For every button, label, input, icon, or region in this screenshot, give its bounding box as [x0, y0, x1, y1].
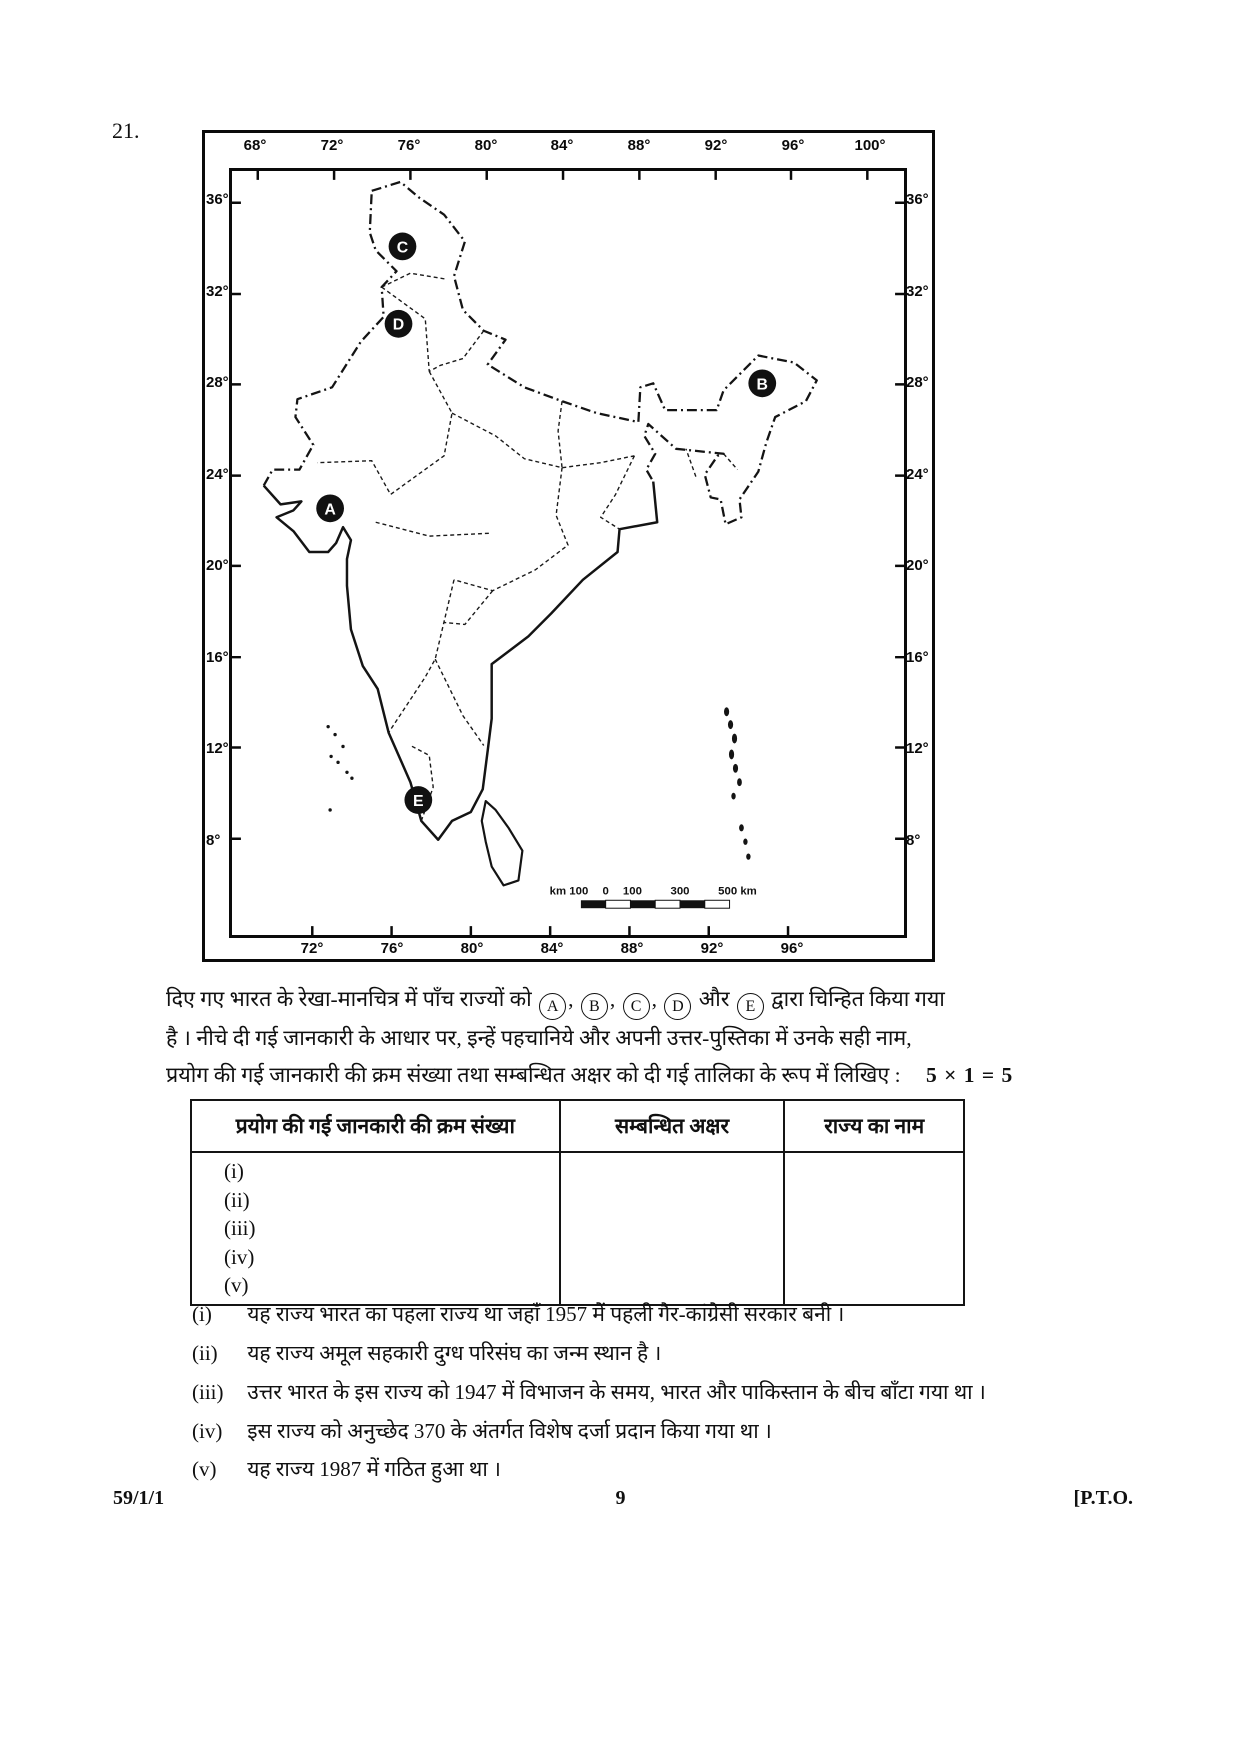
page-number: 9 — [615, 1487, 626, 1509]
map-lon-label: 84° — [540, 940, 564, 957]
separator: , — [568, 987, 579, 1011]
map-lat-label: 32° — [906, 283, 929, 300]
circled-letter-e: E — [737, 993, 764, 1020]
circled-letter-a: A — [539, 993, 566, 1020]
map-lat-label: 20° — [906, 557, 929, 574]
instruction-line-2: है । नीचे दी गई जानकारी के आधार पर, इन्हें पहचानिये और अपनी उत्तर-पुस्तिका में उनके सही नाम, — [166, 1026, 912, 1050]
map-plot-area — [229, 168, 907, 938]
map-lat-label: 28° — [206, 374, 229, 391]
map-lon-label: 80° — [460, 940, 484, 957]
clue-number: (iv) — [192, 1419, 223, 1443]
map-lon-label: 72° — [320, 137, 344, 154]
map-lat-label: 24° — [906, 466, 929, 483]
header-letter-column: सम्बन्धित अक्षर — [560, 1100, 785, 1152]
serial-ii: (ii) — [224, 1187, 250, 1212]
scale-label: 0 — [602, 885, 609, 898]
map-lon-label: 76° — [397, 137, 421, 154]
clue-item — [192, 1300, 1132, 1328]
answer-table-header-row — [191, 1100, 964, 1152]
circled-letter-d: D — [664, 993, 691, 1020]
map-lat-label: 28° — [906, 374, 929, 391]
clue-item — [192, 1455, 1132, 1483]
clue-number: (ii) — [192, 1341, 218, 1365]
map-lon-label: 92° — [700, 940, 724, 957]
map-scale-bar — [550, 885, 757, 908]
serial-i: (i) — [224, 1159, 244, 1183]
instruction-line-3 — [166, 1057, 1116, 1094]
map-lat-label: 36° — [906, 191, 929, 208]
instruction-text: प्रयोग की गई जानकारी की क्रम संख्या तथा सम्बन्धित अक्षर को दी गई तालिका के रूप में लिखिए : — [166, 1063, 901, 1087]
clue-text: उत्तर भारत के इस राज्य को 1947 में विभाजन के समय, भारत और पाकिस्तान के बीच बाँटा गया था । — [247, 1380, 986, 1404]
map-lat-label: 36° — [206, 191, 229, 208]
map-lon-label: 68° — [243, 137, 267, 154]
state-markers — [316, 233, 776, 814]
map-lat-label: 32° — [206, 283, 229, 300]
clue-number: (iii) — [192, 1380, 224, 1404]
map-lat-label: 8° — [206, 832, 221, 849]
clue-text: यह राज्य 1987 में गठित हुआ था । — [247, 1457, 501, 1481]
answer-table — [190, 1099, 965, 1306]
map-lon-label: 84° — [550, 137, 574, 154]
india-national-border — [264, 182, 817, 524]
marker-d-label: D — [392, 316, 405, 334]
clue-text: यह राज्य अमूल सहकारी दुग्ध परिसंघ का जन्म स्थान है । — [247, 1341, 662, 1365]
map-lon-label: 92° — [704, 137, 728, 154]
map-lat-label: 12° — [206, 740, 229, 757]
map-lat-label: 12° — [906, 740, 929, 757]
map-lat-label: 8° — [906, 832, 921, 849]
serial-iv: (iv) — [224, 1244, 255, 1269]
map-lon-label: 88° — [620, 940, 644, 957]
scale-label: 300 — [670, 885, 690, 898]
clue-text: यह राज्य भारत का पहला राज्य था जहाँ 1957 में पहली गैर-कांग्रेसी सरकार बनी । — [247, 1302, 845, 1326]
instruction-line-1 — [166, 981, 1116, 1020]
marker-e-label: E — [413, 793, 424, 811]
clue-item — [192, 1378, 1132, 1406]
separator: , — [609, 987, 621, 1011]
graticule-ticks — [232, 171, 904, 935]
india-map-figure — [202, 130, 935, 962]
lakshadweep-islands — [326, 725, 353, 812]
question-instruction — [166, 981, 1116, 1094]
clue-number: (v) — [192, 1457, 217, 1481]
marks-allotted: 5 × 1 = 5 — [925, 1063, 1014, 1087]
sri-lanka-outline — [482, 801, 523, 885]
header-state-column: राज्य का नाम — [784, 1100, 964, 1152]
marker-a-label: A — [324, 501, 336, 519]
map-lon-label: 88° — [627, 137, 651, 154]
state-answer-cell — [784, 1152, 964, 1305]
serial-cells — [191, 1152, 560, 1305]
answer-table-body-row — [191, 1152, 964, 1305]
circled-letter-c: C — [623, 993, 650, 1020]
map-lat-label: 24° — [206, 466, 229, 483]
map-lon-label: 96° — [781, 137, 805, 154]
paper-code: 59/1/1 — [113, 1487, 165, 1509]
andaman-nicobar-islands — [724, 707, 751, 860]
clue-number: (i) — [192, 1302, 212, 1326]
separator: और — [693, 987, 735, 1011]
map-lon-label: 96° — [780, 940, 804, 957]
circled-letter-b: B — [581, 993, 608, 1020]
separator: , — [651, 987, 663, 1011]
pto-marker: [P.T.O. — [1073, 1487, 1133, 1509]
map-lon-label: 80° — [474, 137, 498, 154]
instruction-text: द्वारा चिन्हित किया गया — [765, 987, 945, 1011]
state-boundaries — [317, 273, 737, 821]
clue-text: इस राज्य को अनुच्छेद 370 के अंतर्गत विशेष दर्जा प्रदान किया गया था । — [247, 1419, 772, 1443]
serial-iii: (iii) — [224, 1216, 256, 1240]
marker-c-label: C — [396, 239, 409, 257]
map-lon-label: 72° — [300, 940, 324, 957]
map-lat-label: 16° — [206, 649, 229, 666]
header-serial-column: प्रयोग की गई जानकारी की क्रम संख्या — [191, 1100, 560, 1152]
marker-b-label: B — [756, 376, 768, 394]
clue-item — [192, 1339, 1132, 1367]
clue-item — [192, 1417, 1132, 1445]
map-lat-label: 20° — [206, 557, 229, 574]
scale-label: 500 km — [718, 885, 757, 898]
map-lat-label: 16° — [906, 649, 929, 666]
map-lon-label: 76° — [380, 940, 404, 957]
question-number: 21. — [112, 118, 140, 143]
serial-v: (v) — [224, 1273, 249, 1297]
map-lon-label: 100° — [854, 137, 886, 154]
scale-label: km 100 — [549, 885, 589, 898]
india-outline-map — [232, 171, 904, 935]
scale-label: 100 — [622, 885, 642, 898]
letter-answer-cell — [560, 1152, 785, 1305]
instruction-text: दिए गए भारत के रेखा-मानचित्र में पाँच राज्यों को — [166, 987, 532, 1011]
